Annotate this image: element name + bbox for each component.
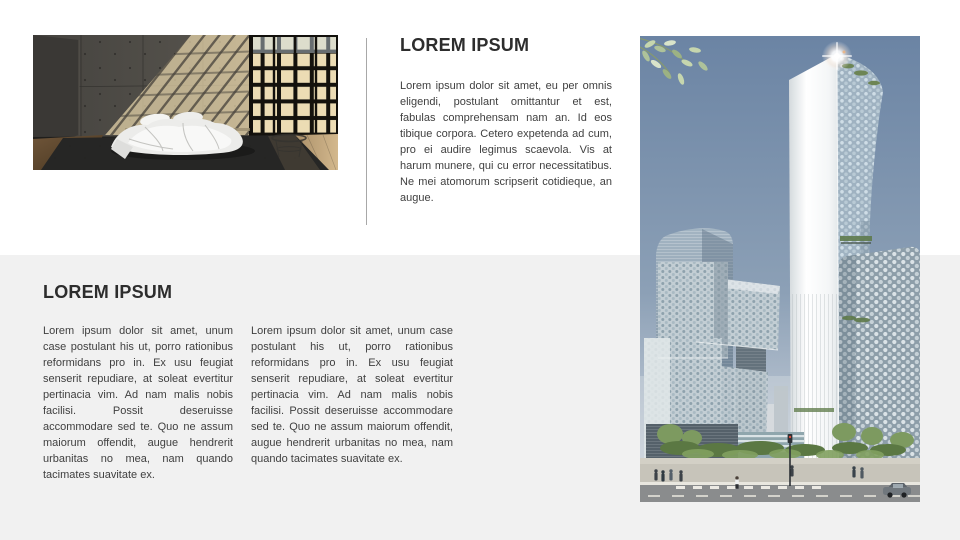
- two-column-body: [43, 323, 453, 483]
- crosswalk: [676, 486, 821, 489]
- interior-photo: [33, 35, 338, 170]
- top-section-paragraph: Lorem ipsum dolor sit amet, eu per omnis eligendi, postulant omittantur et est, fabulas comprehensam nam an. Id eos tibique corpora. Cetero expetenda ad cum, pro ei audire legimus scaevola. Vis at harum munere, qui cu error necessitatibus. Ne mei atomorum scripserit cotidieque, an augue.: [400, 80, 612, 204]
- towers-photo-graphic: [640, 36, 920, 502]
- intro-text-block: [400, 36, 612, 206]
- interior-photo-graphic: [33, 35, 338, 170]
- bottom-column-2: Lorem ipsum dolor sit amet, unum case postulant his ut, porro rationibus reformidans pro in. Ex usu feugiat senserit repudiare, at soleat evertitur pertinacia vim. Ad nam malis nobis facilisi. Possit deseruisse accommodare sed te. Quo ne assum maiorum offendit, augue hendrerit urbanitas no mea, nam quando tacimates suavitate ex.: [251, 325, 453, 465]
- top-section-heading: LOREM IPSUM: [400, 35, 530, 55]
- crossing-pedestrian: [735, 476, 739, 488]
- window-grid: [249, 35, 338, 138]
- bottom-text-block: [43, 283, 453, 483]
- sun-glint: [822, 41, 852, 71]
- bottom-column-1: Lorem ipsum dolor sit amet, unum case postulant his ut, porro rationibus reformidans pro in. Ex usu feugiat senserit repudiare, at soleat evertitur pertinacia vim. Ad nam malis nobis facilisi. Possit deseruisse accommodare sed te. Quo ne assum maiorum offendit, augue hendrerit urbanitas no mea, nam quando tacimates suavitate ex.: [43, 325, 233, 481]
- vertical-divider: [366, 38, 367, 225]
- bottom-section-heading: LOREM IPSUM: [43, 282, 173, 302]
- towers-photo: [640, 36, 920, 502]
